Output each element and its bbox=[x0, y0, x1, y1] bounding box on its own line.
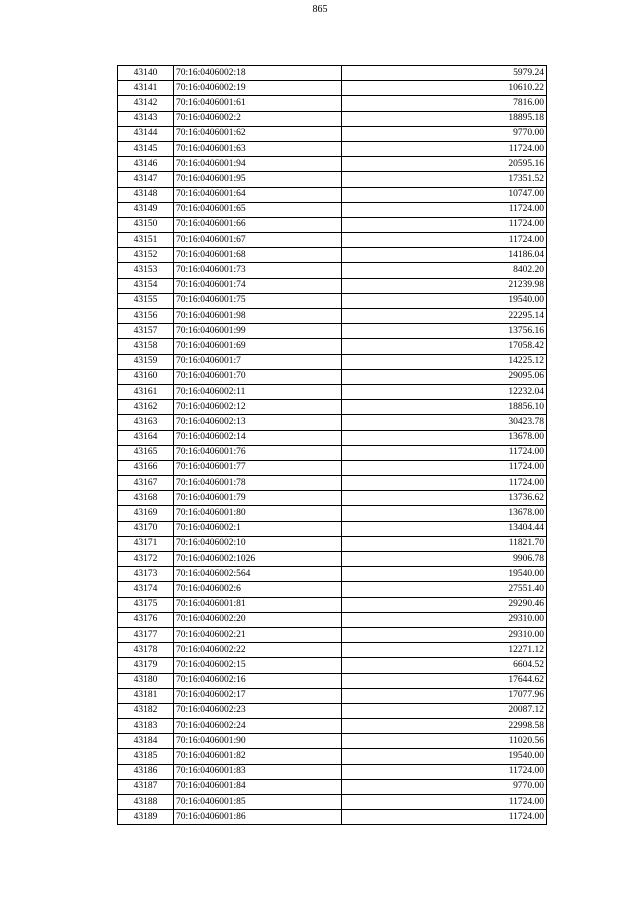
row-number-cell: 43170 bbox=[118, 521, 174, 536]
row-number-cell: 43177 bbox=[118, 627, 174, 642]
cadastral-number-cell: 70:16:0406001:80 bbox=[174, 506, 342, 521]
row-number-cell: 43187 bbox=[118, 779, 174, 794]
cadastral-number-cell: 70:16:0406002:22 bbox=[174, 643, 342, 658]
cadastral-number-cell: 70:16:0406002:10 bbox=[174, 536, 342, 551]
cadastral-number-cell: 70:16:0406002:16 bbox=[174, 673, 342, 688]
cadastral-number-cell: 70:16:0406002:2 bbox=[174, 111, 342, 126]
table-row bbox=[118, 643, 547, 658]
row-number-cell: 43166 bbox=[118, 460, 174, 475]
value-cell: 19540.00 bbox=[342, 293, 547, 308]
row-number-cell: 43154 bbox=[118, 278, 174, 293]
value-cell: 11724.00 bbox=[342, 764, 547, 779]
value-cell: 11724.00 bbox=[342, 217, 547, 232]
row-number-cell: 43147 bbox=[118, 172, 174, 187]
value-cell: 14225.12 bbox=[342, 354, 547, 369]
value-cell: 19540.00 bbox=[342, 749, 547, 764]
row-number-cell: 43169 bbox=[118, 506, 174, 521]
cadastral-number-cell: 70:16:0406002:21 bbox=[174, 627, 342, 642]
cadastral-number-cell: 70:16:0406001:68 bbox=[174, 248, 342, 263]
value-cell: 22295.14 bbox=[342, 309, 547, 324]
cadastral-number-cell: 70:16:0406001:83 bbox=[174, 764, 342, 779]
value-cell: 13404.44 bbox=[342, 521, 547, 536]
value-cell: 29310.00 bbox=[342, 612, 547, 627]
row-number-cell: 43175 bbox=[118, 597, 174, 612]
table-row bbox=[118, 627, 547, 642]
value-cell: 19540.00 bbox=[342, 567, 547, 582]
value-cell: 11724.00 bbox=[342, 810, 547, 825]
value-cell: 10747.00 bbox=[342, 187, 547, 202]
table-row bbox=[118, 795, 547, 810]
value-cell: 11821.70 bbox=[342, 536, 547, 551]
table-row bbox=[118, 369, 547, 384]
table-row bbox=[118, 688, 547, 703]
value-cell: 7816.00 bbox=[342, 96, 547, 111]
row-number-cell: 43157 bbox=[118, 324, 174, 339]
table-row bbox=[118, 521, 547, 536]
cadastral-number-cell: 70:16:0406001:75 bbox=[174, 293, 342, 308]
row-number-cell: 43172 bbox=[118, 552, 174, 567]
row-number-cell: 43179 bbox=[118, 658, 174, 673]
table-row bbox=[118, 719, 547, 734]
row-number-cell: 43164 bbox=[118, 430, 174, 445]
table-row bbox=[118, 309, 547, 324]
row-number-cell: 43141 bbox=[118, 81, 174, 96]
row-number-cell: 43186 bbox=[118, 764, 174, 779]
value-cell: 17351.52 bbox=[342, 172, 547, 187]
row-number-cell: 43145 bbox=[118, 141, 174, 156]
cadastral-number-cell: 70:16:0406001:7 bbox=[174, 354, 342, 369]
cadastral-number-cell: 70:16:0406002:12 bbox=[174, 400, 342, 415]
value-cell: 14186.04 bbox=[342, 248, 547, 263]
row-number-cell: 43165 bbox=[118, 445, 174, 460]
row-number-cell: 43155 bbox=[118, 293, 174, 308]
table-row bbox=[118, 749, 547, 764]
value-cell: 13678.00 bbox=[342, 430, 547, 445]
table-row bbox=[118, 460, 547, 475]
cadastral-number-cell: 70:16:0406002:1026 bbox=[174, 552, 342, 567]
cadastral-number-cell: 70:16:0406002:20 bbox=[174, 612, 342, 627]
row-number-cell: 43143 bbox=[118, 111, 174, 126]
value-cell: 29290.46 bbox=[342, 597, 547, 612]
cadastral-number-cell: 70:16:0406001:61 bbox=[174, 96, 342, 111]
row-number-cell: 43150 bbox=[118, 217, 174, 232]
table-row bbox=[118, 354, 547, 369]
cadastral-number-cell: 70:16:0406001:64 bbox=[174, 187, 342, 202]
table-row bbox=[118, 536, 547, 551]
table-row bbox=[118, 582, 547, 597]
cadastral-number-cell: 70:16:0406001:74 bbox=[174, 278, 342, 293]
value-cell: 18895.18 bbox=[342, 111, 547, 126]
table-row bbox=[118, 673, 547, 688]
row-number-cell: 43156 bbox=[118, 309, 174, 324]
value-cell: 18856.10 bbox=[342, 400, 547, 415]
table-row bbox=[118, 384, 547, 399]
row-number-cell: 43144 bbox=[118, 126, 174, 141]
table-row bbox=[118, 658, 547, 673]
table-row bbox=[118, 217, 547, 232]
table-row bbox=[118, 734, 547, 749]
table-row bbox=[118, 764, 547, 779]
value-cell: 12232.04 bbox=[342, 384, 547, 399]
value-cell: 6604.52 bbox=[342, 658, 547, 673]
value-cell: 11724.00 bbox=[342, 460, 547, 475]
cadastral-number-cell: 70:16:0406001:85 bbox=[174, 795, 342, 810]
value-cell: 11724.00 bbox=[342, 445, 547, 460]
table-row bbox=[118, 278, 547, 293]
row-number-cell: 43183 bbox=[118, 719, 174, 734]
cadastral-number-cell: 70:16:0406002:11 bbox=[174, 384, 342, 399]
table-row bbox=[118, 293, 547, 308]
row-number-cell: 43176 bbox=[118, 612, 174, 627]
row-number-cell: 43173 bbox=[118, 567, 174, 582]
cadastral-number-cell: 70:16:0406002:564 bbox=[174, 567, 342, 582]
cadastral-number-cell: 70:16:0406002:24 bbox=[174, 719, 342, 734]
row-number-cell: 43171 bbox=[118, 536, 174, 551]
value-cell: 11724.00 bbox=[342, 141, 547, 156]
table-row bbox=[118, 612, 547, 627]
table-row bbox=[118, 567, 547, 582]
row-number-cell: 43184 bbox=[118, 734, 174, 749]
value-cell: 27551.40 bbox=[342, 582, 547, 597]
table-row bbox=[118, 506, 547, 521]
value-cell: 17077.96 bbox=[342, 688, 547, 703]
cadastral-number-cell: 70:16:0406002:6 bbox=[174, 582, 342, 597]
table-row bbox=[118, 491, 547, 506]
table-body bbox=[118, 66, 547, 825]
cadastral-number-cell: 70:16:0406001:69 bbox=[174, 339, 342, 354]
value-cell: 22998.58 bbox=[342, 719, 547, 734]
table-row bbox=[118, 202, 547, 217]
row-number-cell: 43181 bbox=[118, 688, 174, 703]
cadastral-number-cell: 70:16:0406002:14 bbox=[174, 430, 342, 445]
table-row bbox=[118, 187, 547, 202]
value-cell: 9770.00 bbox=[342, 126, 547, 141]
value-cell: 30423.78 bbox=[342, 415, 547, 430]
cadastral-number-cell: 70:16:0406001:62 bbox=[174, 126, 342, 141]
cadastral-number-cell: 70:16:0406001:77 bbox=[174, 460, 342, 475]
cadastral-number-cell: 70:16:0406002:19 bbox=[174, 81, 342, 96]
cadastral-number-cell: 70:16:0406001:76 bbox=[174, 445, 342, 460]
table-row bbox=[118, 810, 547, 825]
row-number-cell: 43189 bbox=[118, 810, 174, 825]
value-cell: 11020.56 bbox=[342, 734, 547, 749]
table-row bbox=[118, 233, 547, 248]
value-cell: 20087.12 bbox=[342, 703, 547, 718]
cadastral-number-cell: 70:16:0406001:78 bbox=[174, 476, 342, 491]
value-cell: 10610.22 bbox=[342, 81, 547, 96]
table-row bbox=[118, 172, 547, 187]
table-row bbox=[118, 597, 547, 612]
value-cell: 9770.00 bbox=[342, 779, 547, 794]
row-number-cell: 43163 bbox=[118, 415, 174, 430]
table-row bbox=[118, 126, 547, 141]
value-cell: 5979.24 bbox=[342, 66, 547, 81]
row-number-cell: 43174 bbox=[118, 582, 174, 597]
value-cell: 13678.00 bbox=[342, 506, 547, 521]
cadastral-number-cell: 70:16:0406001:95 bbox=[174, 172, 342, 187]
cadastral-number-cell: 70:16:0406001:67 bbox=[174, 233, 342, 248]
row-number-cell: 43185 bbox=[118, 749, 174, 764]
cadastral-number-cell: 70:16:0406001:84 bbox=[174, 779, 342, 794]
cadastral-number-cell: 70:16:0406002:15 bbox=[174, 658, 342, 673]
row-number-cell: 43151 bbox=[118, 233, 174, 248]
value-cell: 17058.42 bbox=[342, 339, 547, 354]
row-number-cell: 43152 bbox=[118, 248, 174, 263]
data-table bbox=[117, 65, 547, 825]
cadastral-number-cell: 70:16:0406001:65 bbox=[174, 202, 342, 217]
row-number-cell: 43180 bbox=[118, 673, 174, 688]
row-number-cell: 43159 bbox=[118, 354, 174, 369]
table-row bbox=[118, 111, 547, 126]
value-cell: 29095.06 bbox=[342, 369, 547, 384]
value-cell: 29310.00 bbox=[342, 627, 547, 642]
row-number-cell: 43153 bbox=[118, 263, 174, 278]
table-row bbox=[118, 157, 547, 172]
cadastral-number-cell: 70:16:0406002:17 bbox=[174, 688, 342, 703]
cadastral-number-cell: 70:16:0406001:82 bbox=[174, 749, 342, 764]
value-cell: 17644.62 bbox=[342, 673, 547, 688]
row-number-cell: 43160 bbox=[118, 369, 174, 384]
row-number-cell: 43167 bbox=[118, 476, 174, 491]
cadastral-number-cell: 70:16:0406002:1 bbox=[174, 521, 342, 536]
row-number-cell: 43161 bbox=[118, 384, 174, 399]
cadastral-number-cell: 70:16:0406002:13 bbox=[174, 415, 342, 430]
table-row bbox=[118, 339, 547, 354]
table-row bbox=[118, 324, 547, 339]
value-cell: 8402.20 bbox=[342, 263, 547, 278]
value-cell: 9906.78 bbox=[342, 552, 547, 567]
row-number-cell: 43148 bbox=[118, 187, 174, 202]
table-row bbox=[118, 96, 547, 111]
value-cell: 11724.00 bbox=[342, 476, 547, 491]
value-cell: 12271.12 bbox=[342, 643, 547, 658]
table-row bbox=[118, 476, 547, 491]
table-row bbox=[118, 445, 547, 460]
value-cell: 11724.00 bbox=[342, 795, 547, 810]
value-cell: 11724.00 bbox=[342, 202, 547, 217]
cadastral-number-cell: 70:16:0406001:98 bbox=[174, 309, 342, 324]
row-number-cell: 43142 bbox=[118, 96, 174, 111]
value-cell: 13736.62 bbox=[342, 491, 547, 506]
cadastral-number-cell: 70:16:0406001:79 bbox=[174, 491, 342, 506]
table-row bbox=[118, 81, 547, 96]
row-number-cell: 43188 bbox=[118, 795, 174, 810]
cadastral-number-cell: 70:16:0406001:86 bbox=[174, 810, 342, 825]
cadastral-number-cell: 70:16:0406001:99 bbox=[174, 324, 342, 339]
row-number-cell: 43146 bbox=[118, 157, 174, 172]
cadastral-number-cell: 70:16:0406001:70 bbox=[174, 369, 342, 384]
table-row bbox=[118, 703, 547, 718]
row-number-cell: 43149 bbox=[118, 202, 174, 217]
table-row bbox=[118, 263, 547, 278]
cadastral-number-cell: 70:16:0406002:23 bbox=[174, 703, 342, 718]
row-number-cell: 43158 bbox=[118, 339, 174, 354]
cadastral-number-cell: 70:16:0406002:18 bbox=[174, 66, 342, 81]
table-row bbox=[118, 779, 547, 794]
table-row bbox=[118, 66, 547, 81]
table-row bbox=[118, 248, 547, 263]
table-row bbox=[118, 430, 547, 445]
cadastral-number-cell: 70:16:0406001:63 bbox=[174, 141, 342, 156]
value-cell: 11724.00 bbox=[342, 233, 547, 248]
table-row bbox=[118, 141, 547, 156]
row-number-cell: 43182 bbox=[118, 703, 174, 718]
value-cell: 20595.16 bbox=[342, 157, 547, 172]
row-number-cell: 43140 bbox=[118, 66, 174, 81]
row-number-cell: 43162 bbox=[118, 400, 174, 415]
value-cell: 13756.16 bbox=[342, 324, 547, 339]
table-row bbox=[118, 552, 547, 567]
cadastral-number-cell: 70:16:0406001:66 bbox=[174, 217, 342, 232]
cadastral-number-cell: 70:16:0406001:90 bbox=[174, 734, 342, 749]
cadastral-number-cell: 70:16:0406001:94 bbox=[174, 157, 342, 172]
cadastral-number-cell: 70:16:0406001:81 bbox=[174, 597, 342, 612]
page-number: 865 bbox=[312, 4, 328, 15]
table-row bbox=[118, 415, 547, 430]
table-row bbox=[118, 400, 547, 415]
row-number-cell: 43178 bbox=[118, 643, 174, 658]
value-cell: 21239.98 bbox=[342, 278, 547, 293]
cadastral-number-cell: 70:16:0406001:73 bbox=[174, 263, 342, 278]
row-number-cell: 43168 bbox=[118, 491, 174, 506]
